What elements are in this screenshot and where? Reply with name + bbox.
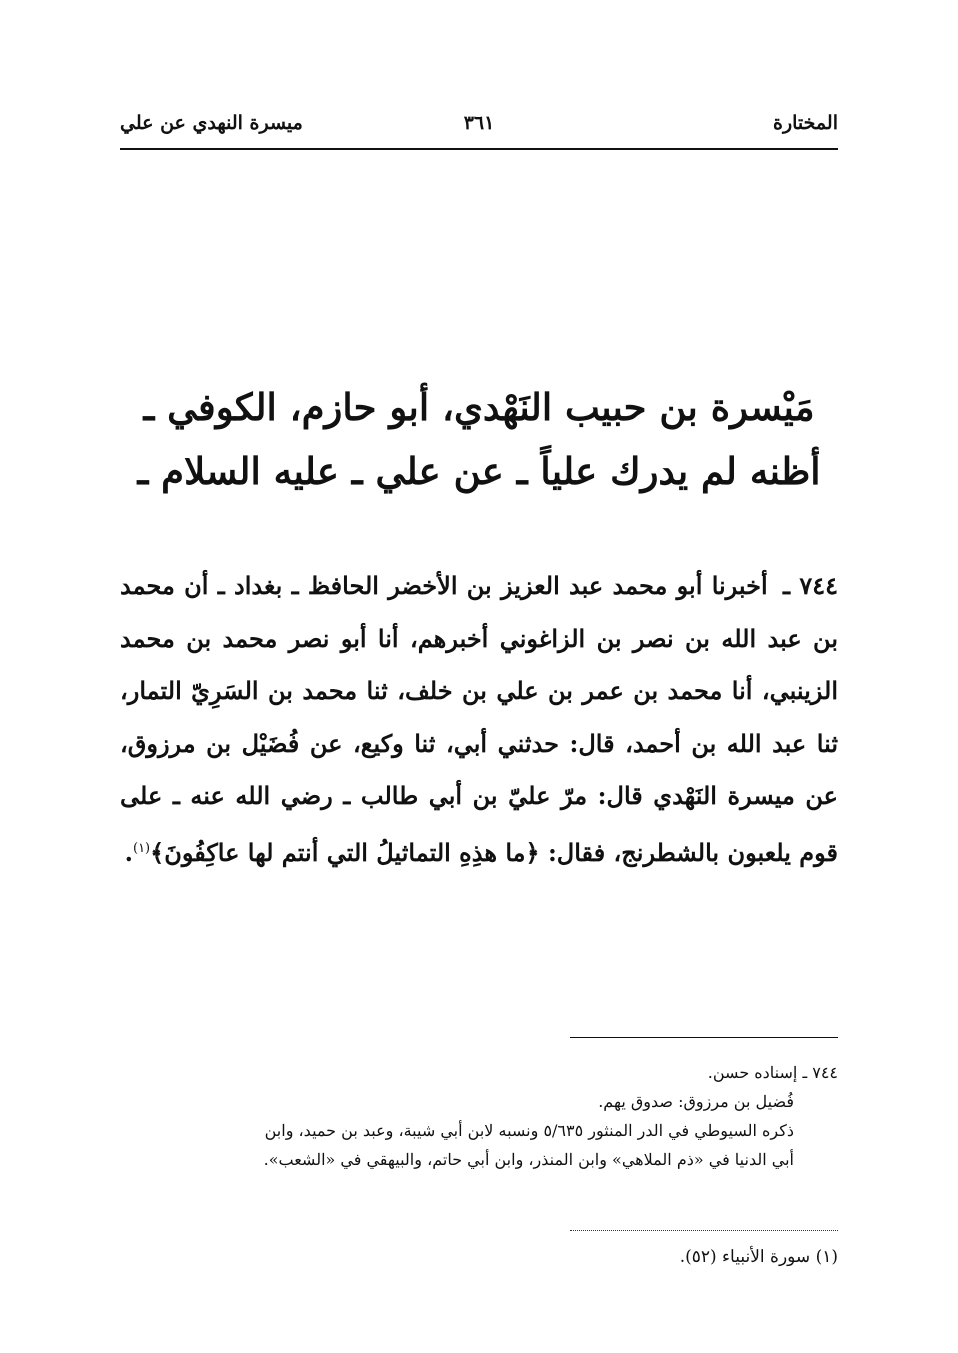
quran-footnote: (١) سورة الأنبياء (٥٢). [679, 1247, 838, 1267]
footnote-divider [570, 1037, 838, 1038]
footnote-divider-dotted [570, 1230, 838, 1231]
entry-number: ٧٤٤ ـ [783, 571, 839, 600]
header-book-title: المختارة [773, 112, 838, 134]
entry-text: أخبرنا أبو محمد عبد العزيز بن الأخضر الحافظ ـ بغداد ـ أن محمد بن عبد الله بن نصر بن الزاغوني أخبرهم، أنا أبو نصر محمد بن محمد الزينبي، أنا محمد بن عمر بن علي بن خلف، ثنا محمد بن السَرِيّ التمار، ثنا عبد الله بن أحمد، قال: حدثني أبي، ثنا وكيع، عن فُضَيْل بن مرزوق، عن ميسرة النَهْدي قال: مرّ عليّ بن أبي طالب ـ رضي الله عنه ـ على قوم يلعبون بالشطرنج، فقال: ﴿ما هذِهِ التماثيلُ التي أنتم لها عاكِفُونَ﴾ [120, 571, 838, 867]
takhrij-footnotes [120, 1058, 838, 1174]
footnote-line-4: أبي الدنيا في «ذم الملاهي» وابن المنذر، وابن أبي حاتم، والبيهقي في «الشعب». [263, 1150, 794, 1169]
running-header [120, 112, 838, 144]
hadith-entry [120, 560, 838, 879]
chapter-heading-line-1: مَيْسرة بن حبيب النَهْدي، أبو حازم، الكوفي ـ [143, 385, 815, 429]
header-chapter-title: ميسرة النهدي عن علي [120, 112, 303, 134]
entry-end-mark: . [124, 837, 133, 867]
header-divider [120, 148, 838, 150]
footnote-line-1: ٧٤٤ ـ إسناده حسن. [707, 1063, 838, 1082]
page-number: ٣٦١ [463, 112, 495, 134]
footnote-line-2: فُضيل بن مرزوق: صدوق يهم. [598, 1092, 794, 1111]
chapter-heading-line-2: أظنه لم يدرك علياً ـ عن علي ـ عليه السلام ـ [137, 449, 821, 493]
footnote-line-3: ذكره السيوطي في الدر المنثور ٥/٦٣٥ ونسبه لابن أبي شيبة، وعبد بن حميد، وابن [264, 1121, 794, 1140]
footnote-reference: (١) [132, 840, 151, 856]
chapter-heading [120, 375, 838, 503]
